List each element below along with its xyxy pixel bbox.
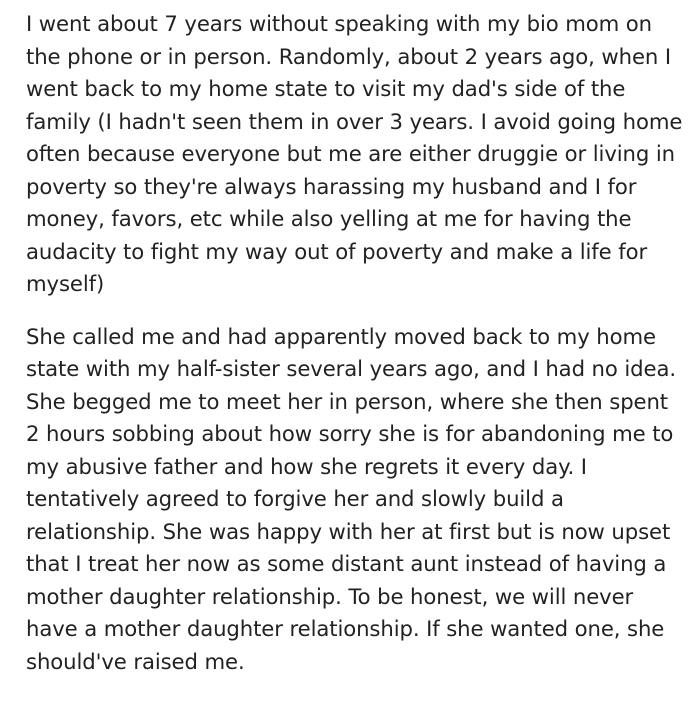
text-line: often because everyone but me are either druggie or living in xyxy=(26,141,675,166)
text-line: myself) xyxy=(26,271,105,296)
paragraph-1 xyxy=(26,8,686,301)
text-line: She called me and had apparently moved back to my home xyxy=(26,323,656,349)
text-line: the phone or in person. Randomly, about 2 years ago, when I xyxy=(26,43,672,69)
text-line: I went about 7 years without speaking with my bio mom on xyxy=(26,11,653,36)
text-line: went back to my home state to visit my dad's side of the xyxy=(26,76,626,101)
text-line: She begged me to meet her in person, where she then spent xyxy=(26,388,669,414)
post-body xyxy=(26,8,686,678)
text-line: relationship. She was happy with her at first but is now upset xyxy=(26,518,671,544)
text-line: that I treat her now as some distant aunt instead of having a xyxy=(26,551,667,576)
text-line: my abusive father and how she regrets it every day. I xyxy=(26,453,587,479)
text-line: have a mother daughter relationship. If she wanted one, she xyxy=(26,616,665,641)
text-line: should've raised me. xyxy=(26,648,245,674)
text-line: mother daughter relationship. To be honest, we will never xyxy=(26,583,634,609)
text-line: poverty so they're always harassing my husband and I for xyxy=(26,173,637,199)
paragraph-2 xyxy=(26,321,686,679)
text-line: money, favors, etc while also yelling at me for having the xyxy=(26,206,632,231)
text-line: tentatively agreed to forgive her and slowly build a xyxy=(26,486,564,511)
text-line: 2 hours sobbing about how sorry she is for abandoning me to xyxy=(26,421,674,446)
text-line: state with my half-sister several years ago, and I had no idea. xyxy=(26,356,676,381)
text-line: family (I hadn't seen them in over 3 years. I avoid going home xyxy=(26,108,683,134)
text-line: audacity to fight my way out of poverty and make a life for xyxy=(26,238,648,264)
